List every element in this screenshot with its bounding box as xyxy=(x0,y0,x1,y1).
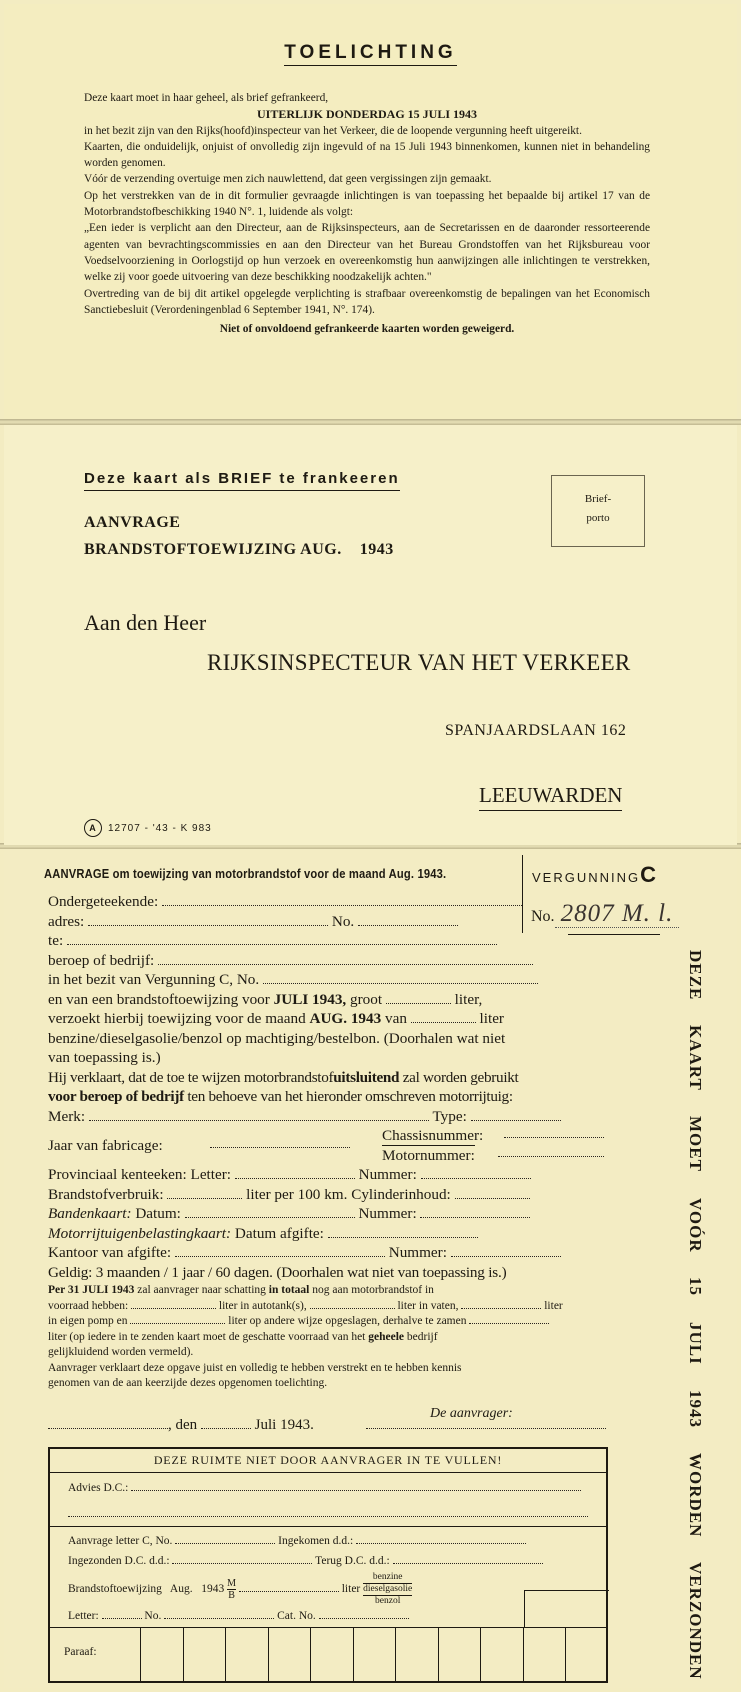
office-fuel-row: Brandstoftoewijzing Aug. 1943 $\frac{M}{B}$ liter benzine dieselgasolie benzol xyxy=(68,1572,413,1606)
field-chassis[interactable] xyxy=(504,1126,604,1138)
paraaf-cell[interactable] xyxy=(438,1627,481,1683)
office-corner-box xyxy=(524,1590,609,1628)
field-autotank[interactable] xyxy=(310,1300,395,1309)
form-line: Provinciaal kenteeken: Letter: Nummer: xyxy=(48,1165,613,1185)
vergunning-number-field[interactable]: No. 2807 M. l. xyxy=(531,900,679,928)
field-belasting-datum[interactable] xyxy=(328,1226,478,1238)
field-terug[interactable] xyxy=(393,1555,543,1564)
paraaf-cell[interactable] xyxy=(353,1627,396,1683)
signature-label: De aanvrager: xyxy=(430,1406,513,1421)
paraaf-cell[interactable] xyxy=(565,1627,608,1683)
form-line: Ondergeteekende: xyxy=(48,892,613,912)
form-line: voor beroep of bedrijf ten behoeve van het hieronder omschreven motorrijtuig: xyxy=(48,1088,513,1105)
field-day[interactable] xyxy=(201,1417,251,1429)
paraaf-label: Paraaf: xyxy=(64,1646,97,1658)
field-voorraad[interactable] xyxy=(131,1300,216,1309)
field-aug-liters[interactable] xyxy=(411,1011,476,1023)
paraaf-cell[interactable] xyxy=(183,1627,226,1683)
stamp-label: porto xyxy=(586,512,610,524)
form-line: Brandstofverbruik: liter per 100 km. Cylinderinhoud: xyxy=(48,1185,613,1205)
instruction-line: Kaarten, die onduidelijk, onjuist of onvolledig zijn ingevuld of na 15 Juli 1943 binnenkomen, kunnen niet in behandeling worden genomen. xyxy=(84,140,650,170)
printer-logo-icon: A xyxy=(84,819,102,837)
field-beroep[interactable] xyxy=(158,953,533,965)
form-line: Motorrijtuigenbelastingkaart: Datum afgifte: xyxy=(48,1224,613,1244)
deadline-line: UITERLIJK DONDERDAG 15 JULI 1943 xyxy=(256,107,478,122)
instruction-line: Deze kaart moet in haar geheel, als brief gefrankeerd, xyxy=(84,92,329,104)
salutation: Aan den Heer xyxy=(84,610,207,635)
field-vaten[interactable] xyxy=(461,1300,541,1309)
field-ondergeteekende[interactable] xyxy=(162,894,522,906)
instruction-line: Vóór de verzending overtuige men zich nauwlettend, dat geen vergissingen zijn gemaakt. xyxy=(84,173,492,186)
field-jaar[interactable] xyxy=(210,1136,350,1148)
subject-block xyxy=(84,509,394,563)
field-banden-datum[interactable] xyxy=(185,1206,355,1218)
field-adres[interactable] xyxy=(88,914,328,926)
form-line: Hij verklaart, dat de toe te wijzen motorbrandstofuitsluitend zal worden gebruikt xyxy=(48,1068,519,1086)
fuel-options: benzine dieselgasolie benzol xyxy=(363,1572,413,1606)
instructions-footer: Niet of onvoldoend gefrankeerde kaarten worden geweigerd. xyxy=(219,323,515,336)
field-place[interactable] xyxy=(48,1417,168,1429)
fraction-mb: $\frac{M}{B}$ xyxy=(227,1578,236,1601)
stock-statement: Per 31 JULI 1943 zal aanvrager naar schatting in totaal nog aan motorbrandstof in voorraad hebben: liter in autotank(s), liter in vaten, liter in eigen pomp en liter op andere wijze opgeslagen, derhalve te zamen liter (op iedere in te zenden kaart moet de geschatte voorraad van het geheele bedrijf gelijkluidend worden vermeld). Aanvrager verklaart deze opgave juist en volledig te hebben verstrekt en te hebben kennis genomen van de aan keerzijde dezes opgenomen toelichting. xyxy=(48,1284,563,1389)
office-row: Letter: No. Cat. No. xyxy=(68,1610,409,1622)
side-notice: DEZE KAART MOET VOÓR 15 JULI 1943 WORDEN VERZONDEN xyxy=(686,950,705,1680)
field-ingekomen[interactable] xyxy=(356,1535,526,1544)
office-row: Aanvrage letter C, No. Ingekomen d.d.: xyxy=(68,1535,526,1547)
field-letter[interactable] xyxy=(102,1610,142,1619)
paraaf-cell[interactable] xyxy=(310,1627,353,1683)
form-line: en van een brandstoftoewijzing voor JULI 1943, groot liter, xyxy=(48,990,483,1008)
divider xyxy=(48,1472,608,1473)
field-advies-2[interactable] xyxy=(68,1508,588,1517)
field-banden-nummer[interactable] xyxy=(420,1206,530,1218)
paraaf-cell[interactable] xyxy=(140,1627,183,1683)
paraaf-cell[interactable] xyxy=(395,1627,438,1683)
paraaf-cell[interactable] xyxy=(268,1627,311,1683)
paraaf-cell[interactable] xyxy=(225,1627,268,1683)
form-line: in het bezit van Vergunning C, No. xyxy=(48,970,613,990)
form-line: Merk: Type: xyxy=(48,1107,613,1127)
field-adres-no[interactable] xyxy=(358,914,458,926)
field-no[interactable] xyxy=(164,1610,274,1619)
field-signature[interactable] xyxy=(366,1417,606,1429)
stamp-box xyxy=(551,475,645,547)
field-verbruik[interactable] xyxy=(167,1187,242,1199)
field-cylinder[interactable] xyxy=(455,1187,530,1199)
field-cat-no[interactable] xyxy=(319,1610,409,1619)
form-line: van toepassing is.) xyxy=(48,1049,161,1066)
instructions-title: TOELICHTING xyxy=(0,42,741,64)
field-te[interactable] xyxy=(67,933,497,945)
field-kenteeken-letter[interactable] xyxy=(235,1167,355,1179)
instruction-quote: „Een ieder is verplicht aan den Directeur, aan de Rijksinspecteurs, aan de Secretarissen en de daaronder ressorteerende agenten van bevrachtingscommissies en aan den Directeur van het Bureau Grondstoffen van het Rijksbureau voor Voedselvoorziening in Oorlogstijd op hun verzoek en overeenkomstig hun aanwijzingen alle inlichtingen te verstrekken, welke zij voor goede uitvoering van deze beschikking noodzakelijk achten." xyxy=(84,222,650,284)
field-kantoor[interactable] xyxy=(175,1245,385,1257)
instruction-line: Op het verstrekken van de in dit formulier gevraagde inlichtingen is van toepassing het bepaalde bij artikel 17 van de Motorbrandstofbeschikking 1940 N°. 1, luidende als volgt: xyxy=(84,189,650,219)
date-line: , den Juli 1943. xyxy=(48,1417,606,1434)
paraaf-cell[interactable] xyxy=(523,1627,566,1683)
vergunning-label: VERGUNNINGC xyxy=(532,862,657,887)
field-eigen-pomp[interactable] xyxy=(130,1315,225,1324)
field-toewijzing[interactable] xyxy=(239,1583,339,1592)
field-merk[interactable] xyxy=(89,1109,429,1121)
divider xyxy=(48,1526,608,1527)
field-totaal[interactable] xyxy=(469,1315,549,1324)
subject-aanvrage: AANVRAGE xyxy=(84,514,181,531)
form-title: AANVRAGE om toewijzing van motorbrandstof voor de maand Aug. 1943. xyxy=(44,866,447,881)
field-ingezonden[interactable] xyxy=(172,1555,312,1564)
instruction-line: Overtreding van de bij dit artikel opgelegde verplichting is strafbaar overeenkomstig de bepalingen van het Economisch Sanctiebesluit (Verordeningenblad 6 September 1941, N°. 174). xyxy=(84,287,650,316)
office-advies-cont xyxy=(68,1508,588,1520)
office-advies: Advies D.C.: xyxy=(68,1482,581,1494)
field-motor[interactable] xyxy=(498,1145,604,1157)
office-row: Ingezonden D.C. d.d.: Terug D.C. d.d.: xyxy=(68,1555,543,1567)
form-line: Bandenkaart: Datum: Nummer: xyxy=(48,1204,613,1224)
paraaf-grid xyxy=(48,1627,608,1683)
print-code-text: 12707 - '43 - K 983 xyxy=(108,822,212,834)
field-advies[interactable] xyxy=(131,1482,581,1491)
form-body xyxy=(48,892,613,1392)
form-line: beroep of bedrijf: xyxy=(48,951,613,971)
field-vergunning-no[interactable] xyxy=(263,972,538,984)
postage-note: Deze kaart als BRIEF te frankeeren xyxy=(84,470,400,491)
instruction-line: in het bezit zijn van den Rijks(hoofd)inspecteur van het Verkeer, die de loopende vergunning heeft uitgereikt. xyxy=(84,124,582,137)
field-office-no[interactable] xyxy=(175,1535,275,1544)
form-line: adres: No. xyxy=(48,912,613,932)
form-line: Jaar van fabricage: Chassisnummer: Motornummer: xyxy=(48,1126,613,1165)
handwritten-number: 2807 M. l. xyxy=(555,900,680,928)
form-line: verzoekt hierbij toewijzing voor de maand AUG. 1943 van liter xyxy=(48,1010,504,1027)
form-line: benzine/dieselgasolie/benzol op machtiging/bestelbon. (Doorhalen wat niet xyxy=(48,1029,506,1047)
subject-line: BRANDSTOFTOEWIJZING AUG. 1943 xyxy=(84,541,394,558)
paraaf-cell[interactable] xyxy=(480,1627,523,1683)
form-line: te: xyxy=(48,931,613,951)
instructions-body xyxy=(84,90,650,337)
form-line: Geldig: 3 maanden / 1 jaar / 60 dagen. (Doorhalen wat niet van toepassing is.) xyxy=(48,1263,507,1281)
street: SPANJAARDSLAAN 162 xyxy=(445,722,627,739)
field-kantoor-nummer[interactable] xyxy=(451,1245,561,1257)
recipient: RIJKSINSPECTEUR VAN HET VERKEER xyxy=(207,650,631,675)
office-title: DEZE RUIMTE NIET DOOR AANVRAGER IN TE VULLEN! xyxy=(153,1453,503,1467)
print-code xyxy=(84,819,212,837)
form-line: Kantoor van afgifte: Nummer: xyxy=(48,1243,613,1263)
stamp-label: Brief- xyxy=(584,493,612,505)
field-type[interactable] xyxy=(471,1109,561,1121)
city: LEEUWARDEN xyxy=(479,783,622,811)
field-juli-liters[interactable] xyxy=(386,992,451,1004)
field-kenteeken-nummer[interactable] xyxy=(421,1167,531,1179)
